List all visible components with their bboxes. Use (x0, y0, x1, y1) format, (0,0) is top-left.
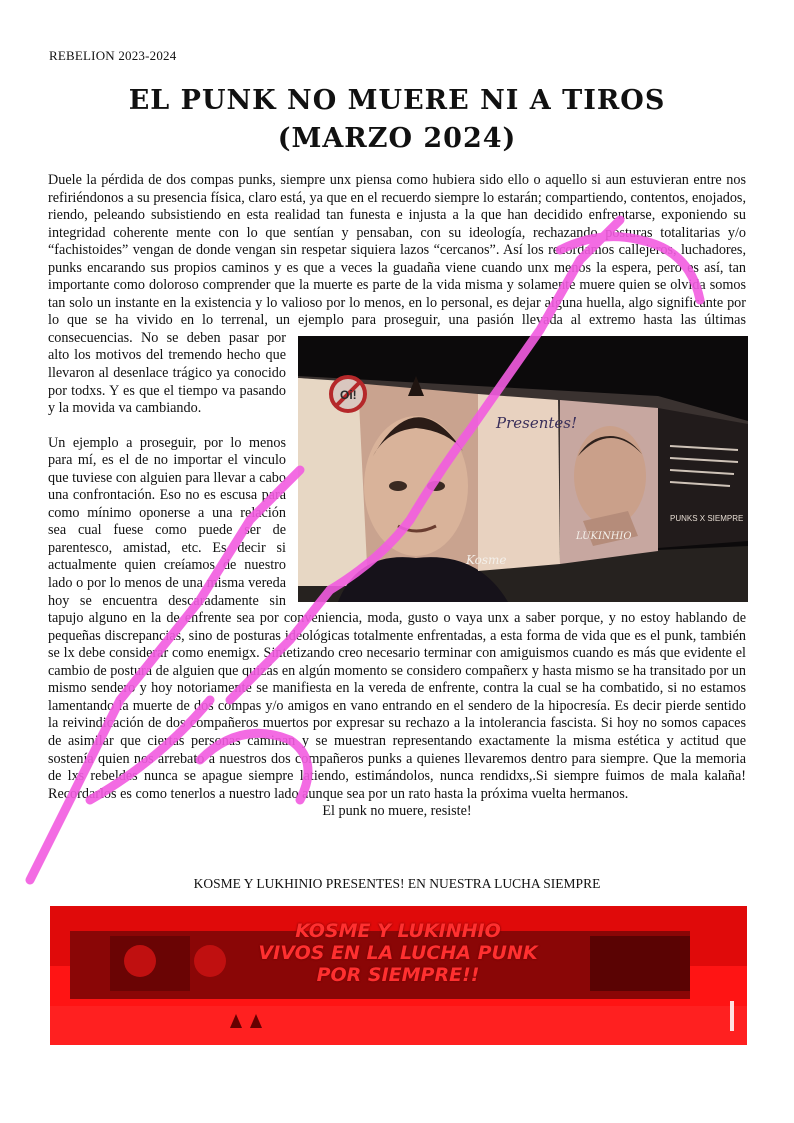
title-line-1: EL PUNK NO MUERE NI A TIROS (128, 85, 666, 116)
banner-photo (50, 906, 747, 1045)
banner-line-2: VIVOS EN LA LUCHA PUNK (258, 942, 538, 964)
mural-illustration (298, 336, 748, 602)
page-header: REBELION 2023-2024 (49, 48, 177, 63)
banner-line-1: KOSME Y LUKINHIO (295, 920, 501, 942)
mural-text-punks: PUNKS X SIEMPRE (670, 513, 744, 523)
article-title (0, 82, 794, 158)
title-line-2: (MARZO 2024) (277, 123, 517, 154)
paragraph-1 (48, 172, 746, 567)
paragraph-1-continued: últimas consecuencias. No se deben pasar por alto los motivos del tremendo hecho que llevaron al desenlace trágico ya conocido por todxs. Y es que el tiempo va pasando y la movida va cambiando. (48, 312, 746, 417)
mural-text-presentes: Presentes! (496, 413, 578, 432)
banner-text (218, 920, 578, 986)
mural-text-kosme: Kosme (466, 552, 507, 567)
banner-line-3: POR SIEMPRE!! (316, 964, 480, 986)
paragraph-1-text: Duele la pérdida de dos compas punks, siempre unx piensa como hubiera sido ello o aquello si aun estuvieran entre nos refiriéndonos a su presencia física, claro está, ya que en el recuerdo siempre lo estarán; compartiendo, contentos, enojados, riendo, peleando subsistiendo en esta realidad tan funesta e injusta a la que han decidido enfrentarse, exponiendo su integridad coherente mente con lo que sentían y pensaban, con su ideología, rechazando posturas totalitarias y/o “fachistoides” vengan de donde vengan sin respetar siquiera lazos “cercanos”. Así los recordamos callejeros, luchadores, punks encarando sus propios caminos y es que a veces la guadaña viene cuando unx menos la espera, pero es así, tan importante como doloroso comprender que la muerte es parte de la vida misma y solamente muere quien se olvida somos tan solo un instante en la existencia y lo valioso por lo menos, en lo personal, es dejar alguna huella, algo significante por lo que se ha vivido en lo terrenal, un ejemplo para proseguir, una pasión llevada al extremo hasta las (48, 172, 746, 329)
mural-text-oi: Oi! (340, 387, 357, 402)
article-body (48, 172, 746, 821)
paragraph-2-text: Un ejemplo a proseguir, por lo menos para mí, es el de no importar el vinculo que tuviese con alguien para llevar a cabo una confrontación. Eso no es escusa para como mínimo oponerse a una relación sea cual fuese como puede ser de parentesco, amistad, etc. Es decir si actualmente quien creíamos de nuestro lado o por lo menos de una misma vereda hoy se encuentra descaradamente sin tapujo alguno en la de enfrente sea por conveniencia, moda, gusto o vaya unx a saber porque, y no estoy hablando de pequeñas discrepancias, sino de posturas ideológicas totalmente enfrentadas, a esta forma de vida que es el punk, también se lx debe considerar como enemigx. Sintetizando creo necesario terminar con amiguismos cuando es más que evidente el cambio de postura de alguien que quizás en algún momento se considero compañerx y hasta mismo se ha transitado por un mismo sendero y hoy notoriamente se manifiesta en la vereda de enfrente, contra la cual se ha combatido, si no estamos lamentando la muerte de dos compas y/o amigos en vano entrando en el sendero de la hipocresía. Es decir pierde sentido la reivindicación de dos compañeros muertos por expresar su rechazo a la intolerancia fascista. Si hoy no somos capaces de asimilar que ciertas personas caminan y se muestran representando exactamente la misma estética y actitud que sostenía quien nos arrebato a nuestros dos compañeros punks a quienes llevaremos dentro para siempre. Que la memoria de lxs rebeldes nunca se apague siempre latiendo, estimándolos, nunca rendidxs,.Si siempre fuimos de mala kalaña! Recordarlos es como tenerlos a nuestro lado aunque sea por un rato hasta la próxima vuelta hermanos. (48, 434, 746, 802)
closing-line: El punk no muere, resiste! (322, 803, 472, 820)
tagline: KOSME Y LUKHINIO PRESENTES! EN NUESTRA LUCHA SIEMPRE (193, 876, 601, 891)
mural-text-lukinhio: LUKINHIO (576, 530, 632, 542)
mural-photo (298, 336, 748, 602)
